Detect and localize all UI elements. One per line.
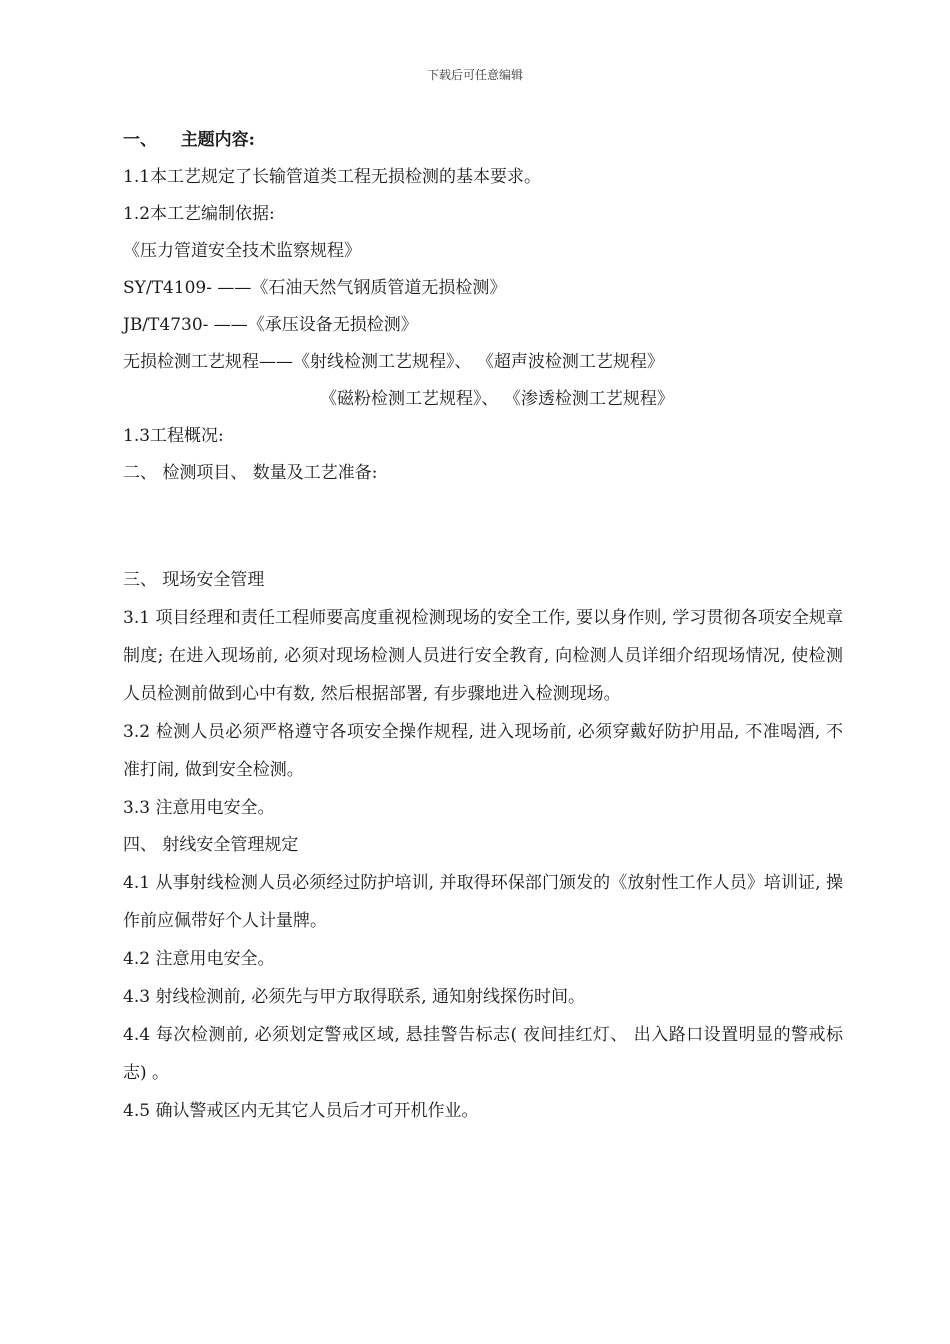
section-2-heading: 二、 检测项目、 数量及工艺准备: — [123, 463, 378, 483]
reference-item: 《压力管道安全技术监察规程》 — [123, 241, 361, 261]
clause-1-3: 1.3工程概况: — [123, 426, 224, 446]
document-body — [123, 122, 843, 1130]
section-1-title: 主题内容: — [180, 130, 255, 150]
spacer — [123, 492, 843, 562]
clause-4-3: 4.3 射线检测前, 必须先与甲方取得联系, 通知射线探伤时间。 — [123, 987, 586, 1007]
section-1-number: 一、 — [123, 130, 157, 150]
clause-1-1: 1.1本工艺规定了长输管道类工程无损检测的基本要求。 — [123, 167, 542, 187]
reference-item: SY/T4109- ——《石油天然气钢质管道无损检测》 — [123, 278, 507, 298]
section-4-heading: 四、 射线安全管理规定 — [123, 835, 299, 855]
clause-3-1: 3.1 项目经理和责任工程师要高度重视检测现场的安全工作, 要以身作则, 学习贯彻各项安全规章制度; 在进入现场前, 必须对现场检测人员进行安全教育, 向检测人员详细介绍现场情况, 使检测人员检测前做到心中有数, 然后根据部署, 有步骤地进入检测现场。 — [123, 608, 843, 704]
clause-4-4: 4.4 每次检测前, 必须划定警戒区域, 悬挂警告标志( 夜间挂红灯、 出入路口设置明显的警戒标志) 。 — [123, 1025, 843, 1083]
section-3-heading: 三、 现场安全管理 — [123, 570, 265, 590]
clause-3-2: 3.2 检测人员必须严格遵守各项安全操作规程, 进入现场前, 必须穿戴好防护用品, 不准喝酒, 不准打闹, 做到安全检测。 — [123, 722, 843, 780]
page-header: 下载后可任意编辑 — [426, 68, 523, 82]
clause-3-3: 3.3 注意用电安全。 — [123, 798, 275, 818]
clause-4-1: 4.1 从事射线检测人员必须经过防护培训, 并取得环保部门颁发的《放射性工作人员》培训证, 操作前应佩带好个人计量牌。 — [123, 873, 843, 931]
section-1-heading — [123, 122, 843, 159]
reference-item: 《磁粉检测工艺规程》、 《渗透检测工艺规程》 — [320, 389, 674, 409]
reference-item: JB/T4730- ——《承压设备无损检测》 — [123, 315, 418, 335]
clause-1-2: 1.2本工艺编制依据: — [123, 204, 275, 224]
reference-item: 无损检测工艺规程——《射线检测工艺规程》、 《超声波检测工艺规程》 — [123, 352, 664, 372]
clause-4-5: 4.5 确认警戒区内无其它人员后才可开机作业。 — [123, 1101, 479, 1121]
clause-4-2: 4.2 注意用电安全。 — [123, 949, 275, 969]
